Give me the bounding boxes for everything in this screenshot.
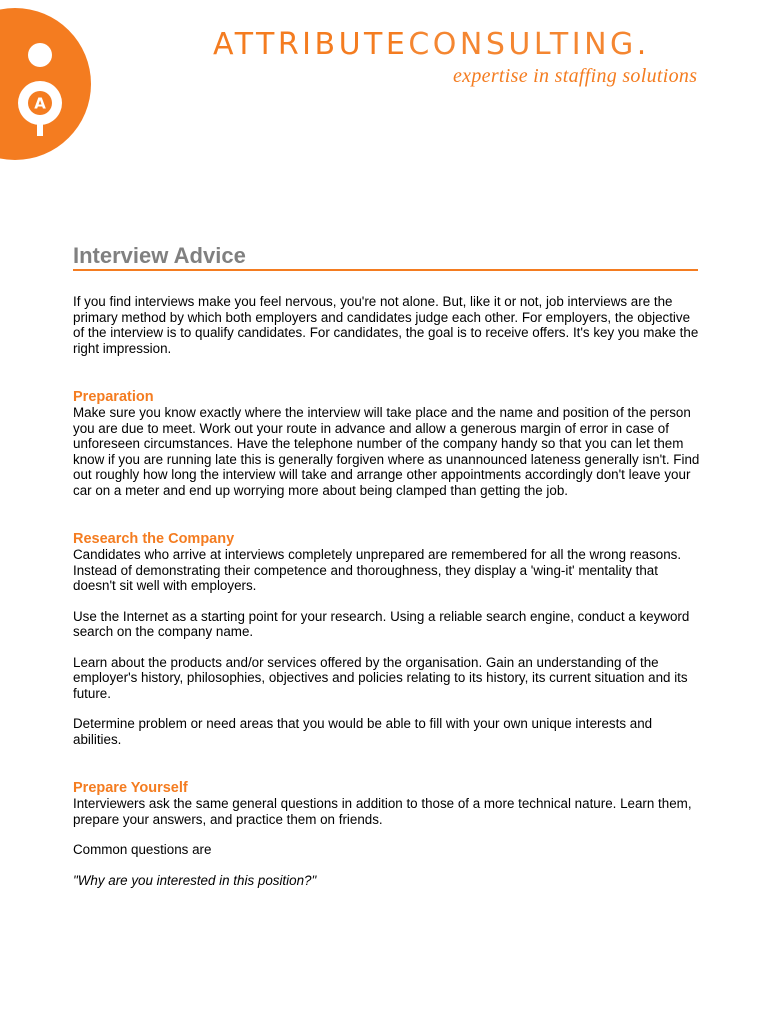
intro-paragraph: If you find interviews make you feel nervous, you're not alone. But, like it or not, job interviews are the primary method by which both employers and candidates judge each other. For employers, the objective of the interview is to qualify candidates. For candidates, the goal is to receive offers. It's key you make the right impression.	[73, 294, 699, 356]
logo-letter: A	[34, 94, 46, 113]
section-preparation	[73, 389, 703, 498]
section-paragraph: Candidates who arrive at interviews completely unprepared are remembered for all the wrong reasons. Instead of demonstrating their competence and thoroughness, they display a 'wing-it' mentality that doesn't sit well with employers.	[73, 547, 682, 593]
section-heading: Preparation	[73, 389, 154, 405]
section-heading: Research the Company	[73, 531, 235, 547]
brand-primary: ATTRIBUTE	[213, 27, 409, 62]
section-prepare-yourself	[73, 780, 703, 888]
title-divider	[73, 269, 698, 271]
section-paragraph: Determine problem or need areas that you would be able to fill with your own unique interests and abilities.	[73, 716, 653, 747]
brand-secondary: CONSULTING	[408, 27, 637, 62]
section-paragraph: Interviewers ask the same general questions in addition to those of a more technical nature. Learn them, prepare your answers, and practice them on friends.	[73, 796, 692, 827]
section-paragraph: Make sure you know exactly where the interview will take place and the name and position of the person you are due to meet. Work out your route in advance and allow a generous margin of error in case of unforeseen circumstances. Have the telephone number of the company handy so that you can let them know if you are running late this is generally forgiven where as unannounced lateness generally isn't. Find out roughly how long the interview will take and arrange other appointments accordingly don't leave your car on a meter and end up worrying more about being clamped than getting the job.	[73, 405, 700, 498]
sample-question: "Why are you interested in this position?"	[73, 872, 317, 888]
section-research-the-company	[73, 531, 703, 747]
section-paragraph: Common questions are	[73, 842, 212, 857]
brand-dot: .	[636, 27, 650, 62]
section-paragraph: Learn about the products and/or services offered by the organisation. Gain an understanding of the employer's history, philosophies, objectives and policies relating to its history, its current situation and its future.	[73, 654, 688, 701]
brand-name	[213, 27, 650, 62]
section-heading: Prepare Yourself	[73, 780, 188, 796]
company-logo	[0, 8, 100, 160]
tagline: expertise in staffing solutions	[453, 65, 698, 87]
page-title: Interview Advice	[73, 243, 246, 268]
section-paragraph: Use the Internet as a starting point for your research. Using a reliable search engine, conduct a keyword search on the company name.	[73, 608, 690, 639]
document-body	[73, 294, 703, 888]
